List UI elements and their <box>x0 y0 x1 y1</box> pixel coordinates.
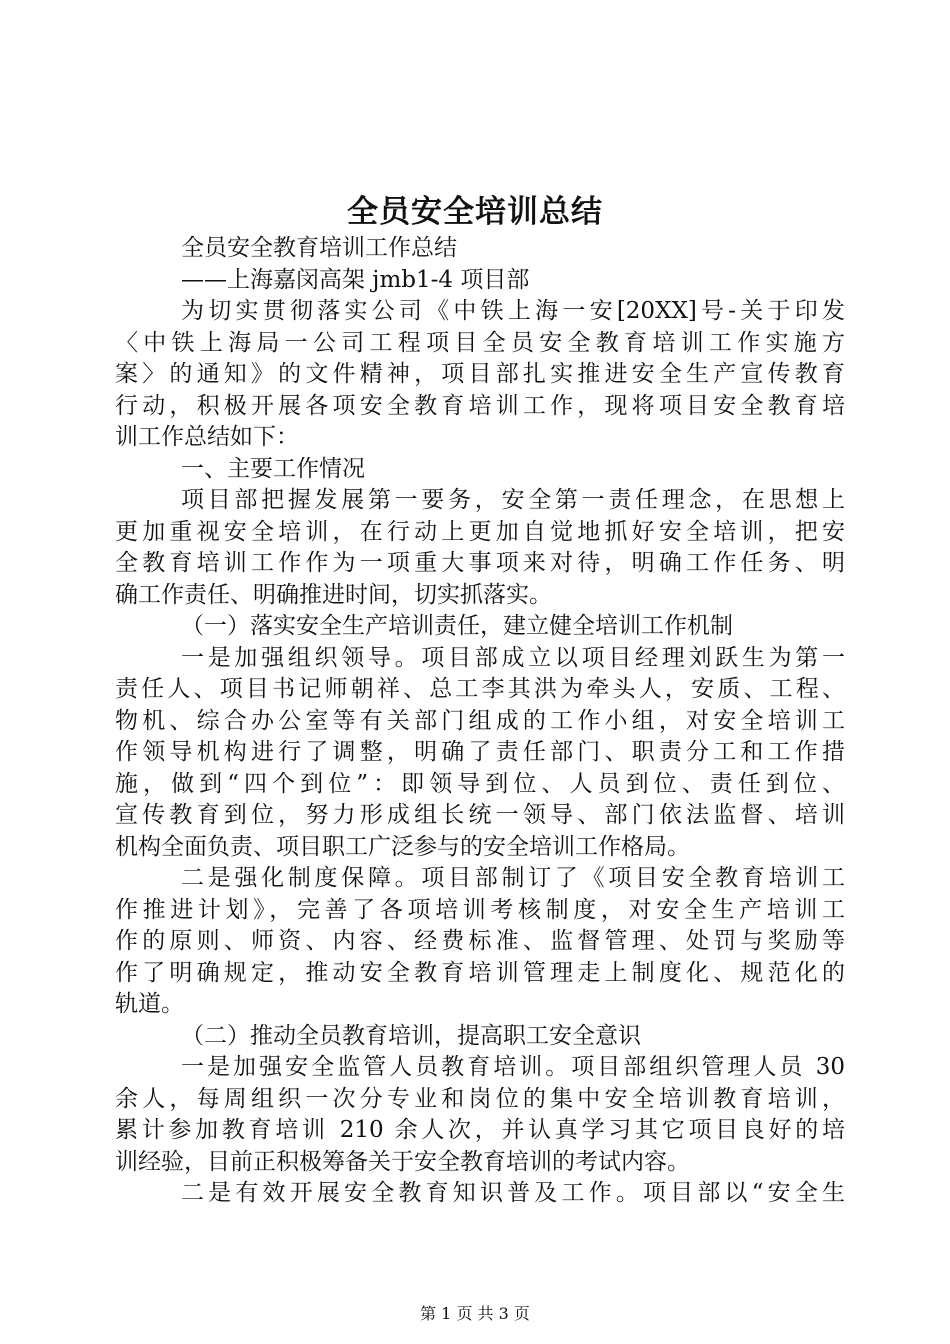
text-line-content: 一是加强安全监管人员教育培训。项目部组织管理人员 30 <box>181 1054 845 1080</box>
text-line-content: 宣传教育到位，努力形成组长统一领导、部门依法监督、培训 <box>115 802 845 828</box>
text-line <box>115 737 845 769</box>
text-line <box>115 580 845 612</box>
text-line <box>115 674 845 706</box>
text-line <box>115 328 845 360</box>
text-line-content: 案〉的通知》的文件精神，项目部扎实推进安全生产宣传教育 <box>115 361 845 387</box>
text-line <box>115 1084 845 1116</box>
text-line <box>115 1147 845 1179</box>
text-line <box>115 1115 845 1147</box>
text-line <box>115 359 845 391</box>
text-line <box>115 958 845 990</box>
text-line <box>115 611 845 643</box>
text-line <box>115 517 845 549</box>
text-line <box>115 485 845 517</box>
text-line-content: 作领导机构进行了调整，明确了责任部门、职责分工和工作措 <box>115 739 845 765</box>
text-line <box>115 706 845 738</box>
text-line-content: （一）落实安全生产培训责任，建立健全培训工作机制 <box>181 613 733 639</box>
text-line-content: ——上海嘉闵高架 jmb1-4 项目部 <box>181 266 530 293</box>
text-line-content: 作了明确规定，推动安全教育培训管理走上制度化、规范化的 <box>115 959 845 986</box>
text-line <box>115 643 845 675</box>
page-footer: 第 1 页 共 3 页 <box>420 1304 530 1323</box>
text-line <box>115 895 845 927</box>
text-line-content: 项目部把握发展第一要务，安全第一责任理念，在思想上 <box>181 487 845 513</box>
text-line-content: 〈中铁上海局一公司工程项目全员安全教育培训工作实施方 <box>115 329 845 356</box>
text-line-content: 一是加强组织领导。项目部成立以项目经理刘跃生为第一 <box>181 644 845 671</box>
text-line-content: 训经验，目前正积极筹备关于安全教育培训的考试内容。 <box>115 1148 690 1175</box>
text-line <box>115 454 845 486</box>
text-line <box>115 989 845 1021</box>
text-line <box>115 391 845 423</box>
text-line-content: 二是有效开展安全教育知识普及工作。项目部以“安全生 <box>181 1180 845 1206</box>
text-line-content: 责任人、项目书记师朝祥、总工李其洪为牵头人，安质、工程、 <box>115 676 845 702</box>
text-line <box>115 769 845 801</box>
text-line-content: 行动，积极开展各项安全教育培训工作，现将项目安全教育培 <box>115 392 845 419</box>
document-title: 全员安全培训总结 <box>347 194 603 230</box>
text-line <box>115 265 845 297</box>
text-line <box>115 1052 845 1084</box>
text-line <box>115 548 845 580</box>
text-line-content: 物机、综合办公室等有关部门组成的工作小组，对安全培训工 <box>115 707 845 734</box>
text-line <box>115 832 845 864</box>
text-line-content: 全教育培训工作作为一项重大事项来对待，明确工作任务、明 <box>115 550 845 576</box>
text-line-content: 作的原则、师资、内容、经费标准、监督管理、处罚与奖励等 <box>115 928 845 954</box>
text-line-content: 全员安全教育培训工作总结 <box>181 235 457 261</box>
text-line <box>115 422 845 454</box>
text-line <box>115 926 845 958</box>
text-line-content: 作推进计划》，完善了各项培训考核制度，对安全生产培训工 <box>115 896 845 923</box>
text-line <box>115 233 845 265</box>
text-line-content: 训工作总结如下： <box>115 424 299 450</box>
text-line-content: 余人，每周组织一次分专业和岗位的集中安全培训教育培训， <box>115 1085 845 1112</box>
text-line <box>115 1021 845 1053</box>
text-line-content: 为切实贯彻落实公司《中铁上海一安[20XX]号-关于印发 <box>181 298 845 324</box>
text-line-content: 确工作责任、明确推进时间，切实抓落实。 <box>115 581 552 608</box>
text-line-content: 二是强化制度保障。项目部制订了《项目安全教育培训工 <box>181 865 845 891</box>
text-line-content: （二）推动全员教育培训，提高职工安全意识 <box>181 1022 641 1049</box>
text-line <box>115 863 845 895</box>
text-line <box>115 296 845 328</box>
text-line <box>115 800 845 832</box>
text-line-content: 更加重视安全培训，在行动上更加自觉地抓好安全培训，把安 <box>115 518 845 545</box>
text-line-content: 机构全面负责、项目职工广泛参与的安全培训工作格局。 <box>115 833 690 860</box>
document-body <box>115 233 845 1210</box>
text-line-content: 轨道。 <box>115 991 184 1017</box>
text-line-content: 一、主要工作情况 <box>181 455 365 482</box>
text-line-content: 施，做到“四个到位”：即领导到位、人员到位、责任到位、 <box>115 770 845 797</box>
text-line <box>115 1178 845 1210</box>
text-line-content: 累计参加教育培训 210 余人次，并认真学习其它项目良好的培 <box>115 1117 845 1143</box>
